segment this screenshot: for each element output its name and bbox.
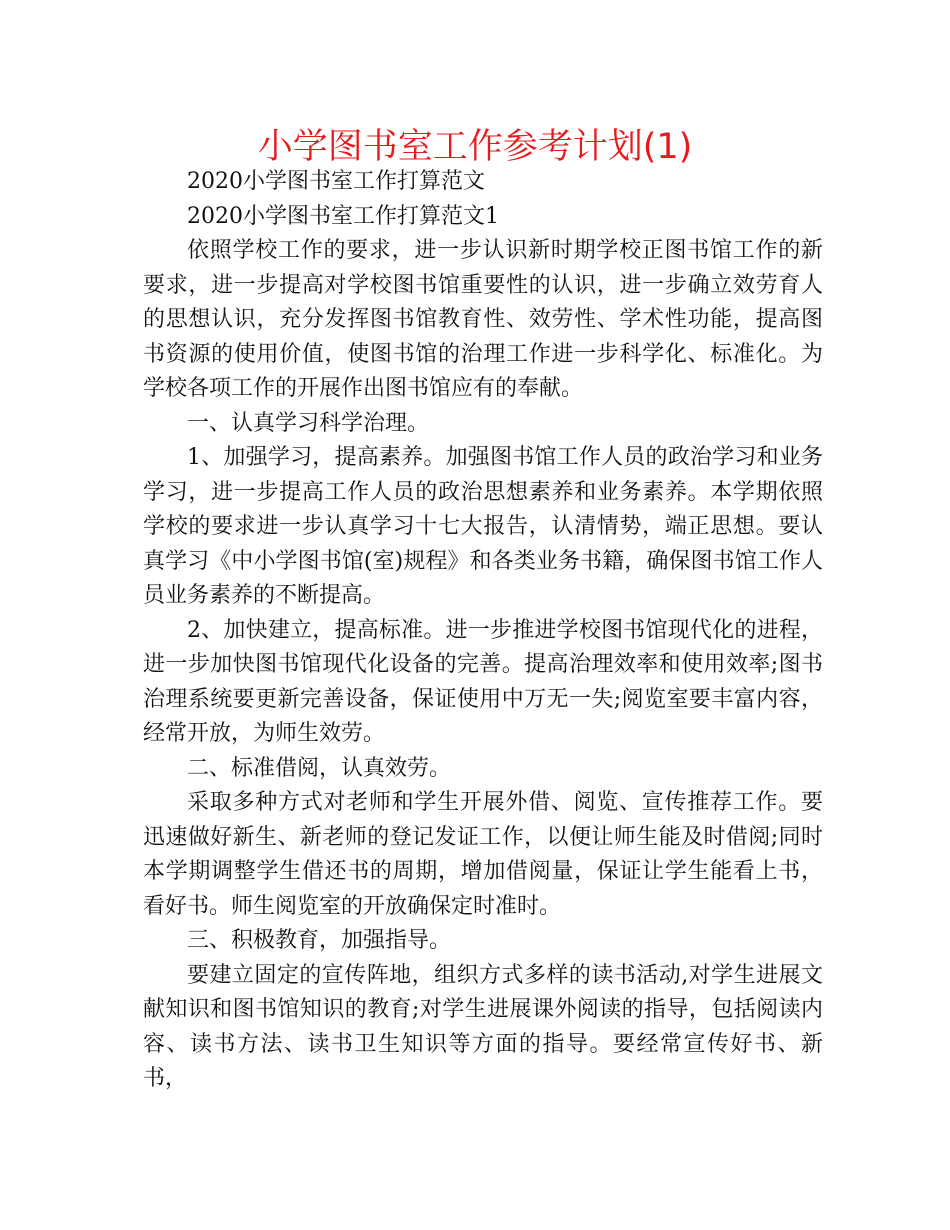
section-heading-1: 一、认真学习科学治理。 — [187, 410, 430, 436]
paragraph-education: 要建立固定的宣传阵地，组织方式多样的读书活动,对学生进展文献知识和图书馆知识的教育;对学生进展课外阅读的指导，包括阅读内容、读书方法、读书卫生知识等方面的指导。要经常宣传好书、新书， — [143, 962, 823, 1091]
paragraph-construction: 2、加快建立，提高标准。进一步推进学校图书馆现代化的进程，进一步加快图书馆现代化设备的完善。提高治理效率和使用效率;图书治理系统要更新完善设备，保证使用中万无一失;阅览室要丰富内容，经常开放，为师生效劳。 — [143, 617, 823, 746]
paragraph-subtitle-1: 2020小学图书室工作打算范文 — [187, 169, 485, 194]
paragraph-intro: 依照学校工作的要求，进一步认识新时期学校正图书馆工作的新要求，进一步提高对学校图书馆重要性的认识，进一步确立效劳育人的思想认识，充分发挥图书馆教育性、效劳性、学术性功能，提高图书资源的使用价值，使图书馆的治理工作进一步科学化、标准化。为学校各项工作的开展作出图书馆应有的奉献。 — [143, 238, 823, 401]
section-heading-2: 二、标准借阅，认真效劳。 — [187, 755, 452, 781]
document-title: 小学图书室工作参考计划(1) — [257, 127, 693, 167]
section-heading-3: 三、积极教育，加强指导。 — [187, 928, 452, 953]
paragraph-lending: 采取多种方式对老师和学生开展外借、阅览、宣传推荐工作。要迅速做好新生、新老师的登记发证工作，以便让师生能及时借阅;同时本学期调整学生借还书的周期，增加借阅量，保证让学生能看上书，看好书。师生阅览室的开放确保定时准时。 — [143, 790, 823, 919]
paragraph-subtitle-2: 2020小学图书室工作打算范文1 — [187, 203, 499, 229]
document-body — [143, 165, 823, 1097]
paragraph-study: 1、加强学习，提高素养。加强图书馆工作人员的政治学习和业务学习，进一步提高工作人员的政治思想素养和业务素养。本学期依照学校的要求进一步认真学习十七大报告，认清情势，端正思想。要认真学习《中小学图书馆(室)规程》和各类业务书籍，确保图书馆工作人员业务素养的不断提高。 — [143, 445, 823, 608]
